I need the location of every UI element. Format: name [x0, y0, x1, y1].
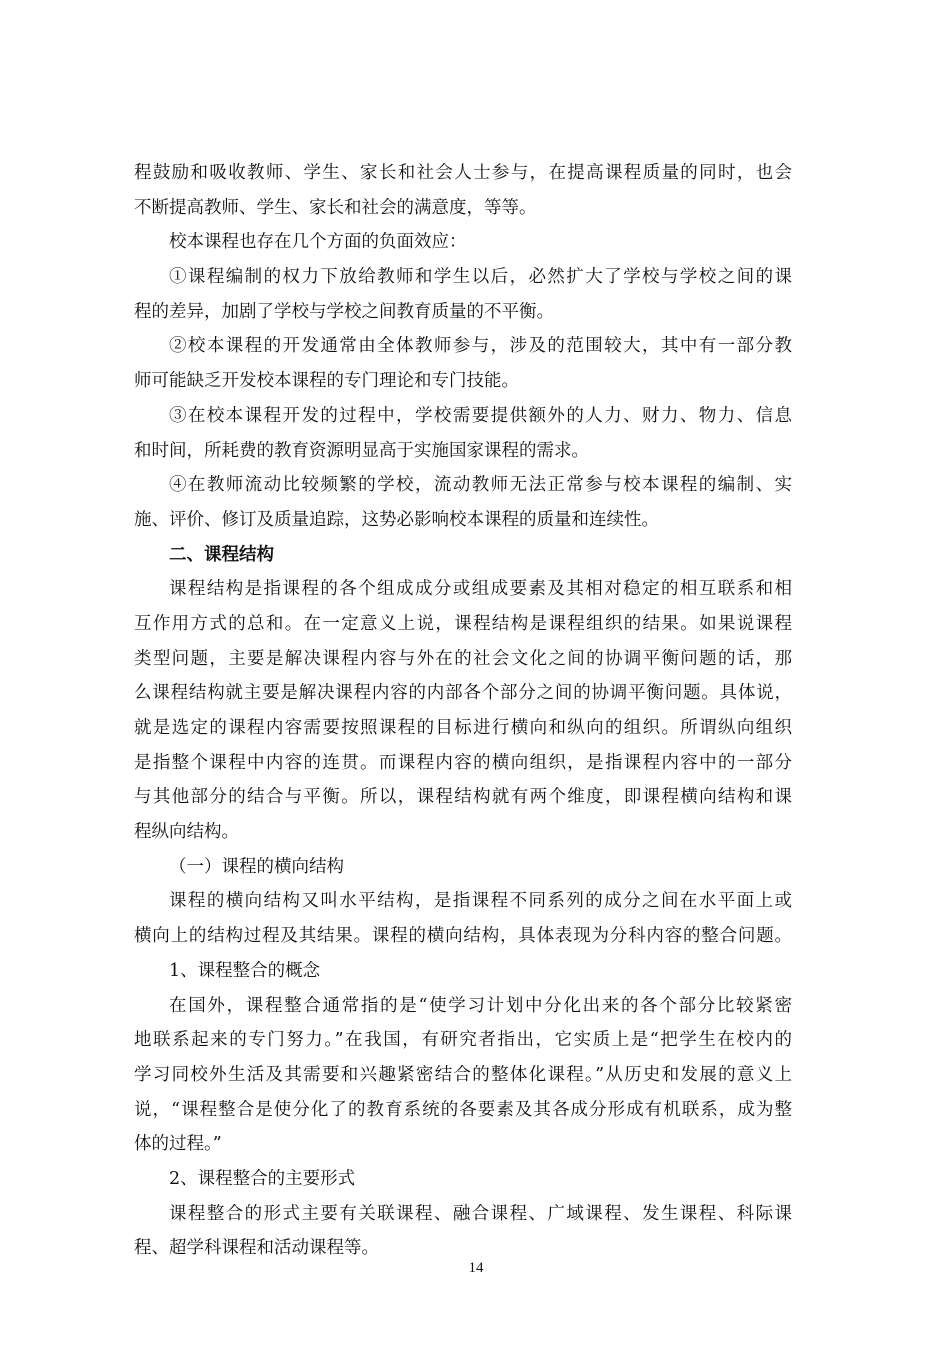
text-line: 横向上的结构过程及其结果。课程的横向结构，具体表现为分科内容的整合问题。: [134, 926, 792, 947]
page-number: 14: [468, 1260, 484, 1276]
text-line: 不断提高教师、学生、家长和社会的满意度，等等。: [134, 197, 537, 218]
text-line: 施、评价、修订及质量追踪，这势必影响校本课程的质量和连续性。: [134, 509, 659, 530]
text-line: 就是选定的课程内容需要按照课程的目标进行横向和纵向的组织。所谓纵向组织: [134, 718, 792, 738]
text-line: 地联系起来的专门努力。”在我国，有研究者指出，它实质上是“把学生在校内的: [134, 1030, 792, 1051]
text-line: ③在校本课程开发的过程中，学校需要提供额外的人力、财力、物力、信息: [169, 405, 792, 426]
text-line: 在国外，课程整合通常指的是“使学习计划中分化出来的各个部分比较紧密: [169, 995, 792, 1016]
section-heading: 二、课程结构: [169, 544, 274, 565]
text-line: 师可能缺乏开发校本课程的专门理论和专门技能。: [134, 371, 519, 392]
body-text: [134, 156, 792, 1266]
text-line: 体的过程。”: [134, 1134, 222, 1155]
text-line: 学习同校外生活及其需要和兴趣紧密结合的整体化课程。”从历史和发展的意义上: [134, 1064, 792, 1085]
text-line: 程纵向结构。: [134, 822, 239, 843]
text-line: ②校本课程的开发通常由全体教师参与，涉及的范围较大，其中有一部分教: [169, 336, 792, 357]
text-line: 程、超学科课程和活动课程等。: [134, 1238, 379, 1259]
text-line: 校本课程也存在几个方面的负面效应：: [169, 232, 467, 253]
text-line: 是指整个课程中内容的连贯。而课程内容的横向组织，是指课程内容中的一部分: [134, 752, 792, 773]
text-line: 课程整合的形式主要有关联课程、融合课程、广域课程、发生课程、科际课: [169, 1203, 792, 1224]
text-line: 说，“课程整合是使分化了的教育系统的各要素及其各成分形成有机联系，成为整: [134, 1099, 792, 1120]
text-line: 互作用方式的总和。在一定意义上说，课程结构是课程组织的结果。如果说课程: [134, 613, 792, 634]
text-line: 2、课程整合的主要形式: [169, 1168, 356, 1189]
text-line: （一）课程的横向结构: [169, 856, 344, 877]
text-line: 与其他部分的结合与平衡。所以，课程结构就有两个维度，即课程横向结构和课: [134, 787, 792, 808]
text-line: 课程结构是指课程的各个组成成分或组成要素及其相对稳定的相互联系和相: [169, 579, 792, 600]
text-line: 程的差异，加剧了学校与学校之间教育质量的不平衡。: [134, 301, 554, 322]
text-line: 1、课程整合的概念: [169, 960, 321, 981]
text-line: 程鼓励和吸收教师、学生、家长和社会人士参与，在提高课程质量的同时，也会: [134, 163, 792, 183]
text-line: ①课程编制的权力下放给教师和学生以后，必然扩大了学校与学校之间的课: [169, 267, 792, 288]
text-line: 课程的横向结构又叫水平结构，是指课程不同系列的成分之间在水平面上或: [169, 891, 792, 912]
text-line: 么课程结构就主要是解决课程内容的内部各个部分之间的协调平衡问题。具体说，: [134, 683, 792, 704]
text-line: 类型问题，主要是解决课程内容与外在的社会文化之间的协调平衡问题的话，那: [134, 648, 792, 669]
text-line: 和时间，所耗费的教育资源明显高于实施国家课程的需求。: [134, 440, 589, 461]
text-line: ④在教师流动比较频繁的学校，流动教师无法正常参与校本课程的编制、实: [169, 475, 792, 496]
